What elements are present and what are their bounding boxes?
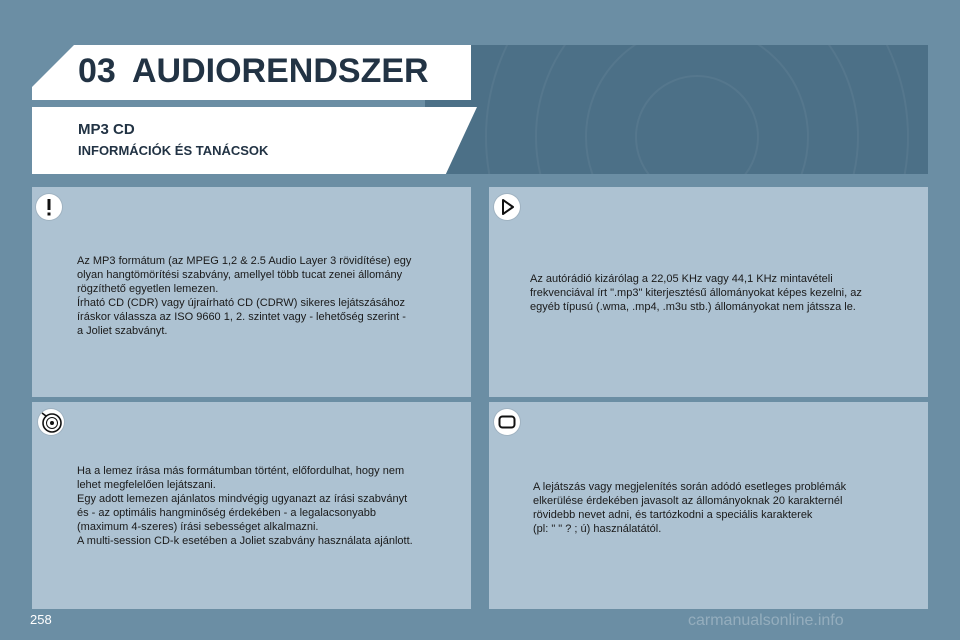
chapter-title: AUDIORENDSZER bbox=[132, 52, 429, 90]
subtitle-band bbox=[32, 107, 477, 174]
chapter-number: 03 bbox=[78, 52, 116, 90]
header-decoration bbox=[425, 45, 928, 174]
watermark: carmanualsonline.info bbox=[688, 612, 844, 629]
panel-disc-text: Ha a lemez írása más formátumban történt, előfordulhat, hogy nem lehet megfelelően lejátszani. Egy adott lemezen ajánlatos mindvégig ugyanazt az írási szabványt és - az optimális hangminőség érdekében - a legalacsonyabb (maximum 4-szeres) írási sebességet alkalmazni. A multi-session CD-k esetében a Joliet szabvány használata ajánlott. bbox=[77, 465, 413, 547]
panel-display-text: A lejátszás vagy megjelenítés során adódó esetleges problémák elkerülése érdekében javasolt az állományoknak 20 karakternél rövidebb nevet adni, és tartózkodni a speciális karakterek (pl: " " ? ; ú) használatától. bbox=[533, 481, 847, 535]
page-number: 258 bbox=[30, 612, 52, 627]
section-title: MP3 CD bbox=[78, 121, 135, 138]
section-subtitle: INFORMÁCIÓK ÉS TANÁCSOK bbox=[78, 143, 269, 158]
warning-icon bbox=[36, 194, 62, 220]
panel-info-text: Az autórádió kizárólag a 22,05 KHz vagy 44,1 KHz mintavételi frekvenciával írt ".mp3" kiterjesztésű állományokat képes kezelni, az egyéb típusú (.wma, .mp4, .m3u stb.) állományokat nem játssza le. bbox=[530, 273, 862, 313]
play-icon bbox=[494, 194, 520, 220]
disc-icon bbox=[38, 409, 64, 435]
display-icon bbox=[494, 409, 520, 435]
panel-warning-text: Az MP3 formátum (az MPEG 1,2 & 2.5 Audio Layer 3 rövidítése) egy olyan hangtömörítési szabvány, amellyel több tucat zenei állomány rögzíthető egyetlen lemezen. Írható CD (CDR) vagy újraírható CD (CDRW) sikeres lejátszásához íráskor válassza az ISO 9660 1, 2. szintet vagy - lehetőség szerint - a Joliet szabványt. bbox=[77, 255, 412, 337]
